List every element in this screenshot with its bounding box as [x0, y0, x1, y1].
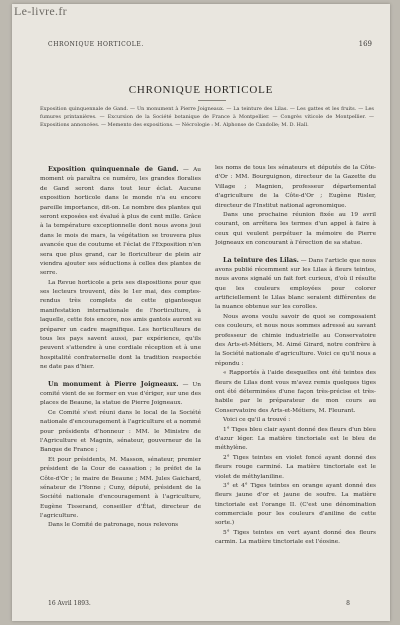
chronique-title: CHRONIQUE HORTICOLE	[128, 84, 274, 96]
section-title-gand: Exposition quinquennale de Gand.	[48, 165, 179, 173]
signature-mark: 8	[346, 600, 350, 607]
paragraph: Et pour présidents, M. Masson, sénateur, premier président de la Cour de cassation ; le préfet de la Côte-d'Or ; le maire de Beaune ; MM. Jules Gaichard, sénateur de l'Yonne ; Cuny, député, président de la Société nationale d'encouragement à l'agriculture, Eugène Tisserand, conseiller d'État, directeur de l'agriculture.	[40, 456, 201, 520]
section-title-lilas: La teinture des Lilas.	[223, 255, 299, 264]
paragraph: Voici ce qu'il a trouvé :	[223, 417, 291, 424]
article-columns	[40, 164, 376, 581]
right-column	[215, 164, 376, 581]
paragraph: les noms de tous les sénateurs et députés de la Côte-d'Or : MM. Bourguignon, directeur de la Gazette du Village ; Magnien, professeur départemental d'agriculture de la Côte-d'Or ; Eugène Risler, directeur de l'Institut national agronomique.	[215, 165, 376, 209]
left-column	[40, 164, 201, 581]
paragraph: 5° Tiges teintes en vert ayant donné des fleurs carmin. La matière tinctoriale est l'éosine.	[215, 529, 376, 546]
document-page	[12, 4, 390, 621]
running-title: CHRONIQUE HORTICOLE.	[48, 41, 144, 48]
paragraph: Dans une prochaine réunion fixée au 19 avril courant, on arrêtera les termes d'un appel à faire à ceux qui veulent perpétuer la mémoire de Pierre Joigneaux en concourant à l'érection de sa statue.	[215, 211, 376, 247]
summary: Exposition quinquennale de Gand. — Un monument à Pierre Joigneaux. — La teinture des Lilas. — Les gattes et les fruits. — Les fumures printanières. — Excursion de la Société botanique de France à Montpellier. — Congrès viticole de Montpellier. — Expositions annoncées. — Memento des expositions. — Nécrologie : M. Alphonse de Candolle; M. D. Hall.	[40, 106, 374, 128]
paragraph: — Au moment où paraîtra ce numéro, les grandes floralies de Gand seront dans tout leur éclat. Aucune exposition horticole dans le monde n'a eu encore pareille importance, dit-on. Le nombre des plantes qui seront exposées est évalué à plus de cent mille. Grâce à la température exceptionnelle dont nous avons joui dans le mois de mars, la végétation se trouvera plus avancée que de coutume et l'éclat de l'Exposition n'en sera que plus grand, car le floriculteur de plein air viendra ajouter ses séductions à celles des plantes de serre.	[40, 167, 201, 277]
page-footer	[48, 600, 350, 607]
running-head	[48, 40, 372, 48]
paragraph: La Revue horticole a pris ses dispositions pour que ses lecteurs trouvent, dès le 1er mai, des comptes-rendus très complets de cette gigantesque manifestation internationale de l'horticulture, à laquelle, cette fois encore, nos amis gantois auront su préparer un cadre magnifique. Les horticulteurs de tous les pays savent aussi, par expérience, qu'ils peuvent s'attendre à une cordiale réception et à une hospitalité confraternelle dont la tradition respectée ne date pas d'hier.	[40, 279, 201, 371]
section-title-joigneaux: Un monument à Pierre Joigneaux.	[48, 379, 179, 388]
watermark: Le-livre.fr	[14, 4, 67, 18]
issue-date: 16 Avril 1893.	[48, 600, 91, 607]
paragraph: « Rapportés à l'aide desquelles ont été teintes des fleurs de Lilas dont vous m'avez remis quelques tiges ont été déterminées d'une façon très-précise et très-habile par le préparateur de mon cours au Conservatoire des Arts-et-Métiers, M. Fleurant.	[215, 370, 376, 414]
paragraph: — Un comité vient de se former en vue d'ériger, sur une des places de Beaune, la statue de Pierre Joigneaux.	[40, 381, 201, 407]
paragraph: Nous avons voulu savoir de quoi se composaient ces couleurs, et nous nous sommes adressé au savant professeur de chimie industrielle au Conservatoire des Arts-et-Métiers, M. Aimé Girard, notre confrère à la Société nationale d'agriculture. Voici ce qu'il nous a répondu :	[215, 313, 376, 367]
paragraph: 1° Tiges bleu clair ayant donné des fleurs d'un bleu d'azur léger. La matière tinctoriale est le bleu de méthylène.	[215, 426, 376, 452]
title-divider	[198, 100, 226, 101]
paragraph: Dans le Comité de patronage, nous relevons	[48, 522, 179, 529]
paragraph: — Dans l'article que nous avons publié récemment sur les Lilas à fleurs teintes, nous avons signalé un fait fort curieux, d'où il résulte que les couleurs employées pour colorer artificiellement le Lilas blanc seraient différentes de la nuance obtenue sur les corolles.	[215, 257, 376, 311]
paragraph: 2° Tiges teintes en violet foncé ayant donné des fleurs rouge carminé. La matière tinctoriale est le violet de méthylaniline.	[215, 454, 376, 480]
paragraph: Ce Comité s'est réuni dans le local de la Société nationale d'encouragement à l'agriculture et a nommé pour présidents d'honneur : MM. le Ministre de l'Agriculture et Magnin, sénateur, gouverneur de la Banque de France ;	[40, 409, 201, 454]
page-number: 169	[358, 40, 372, 48]
paragraph: 3° et 4° Tiges teintes en orange ayant donné des fleurs jaune d'or et jaune de soufre. La matière tinctoriale est l'orange II. (C'est une dénomination commerciale pour les couleurs d'aniline de cette sorte.)	[215, 482, 376, 527]
